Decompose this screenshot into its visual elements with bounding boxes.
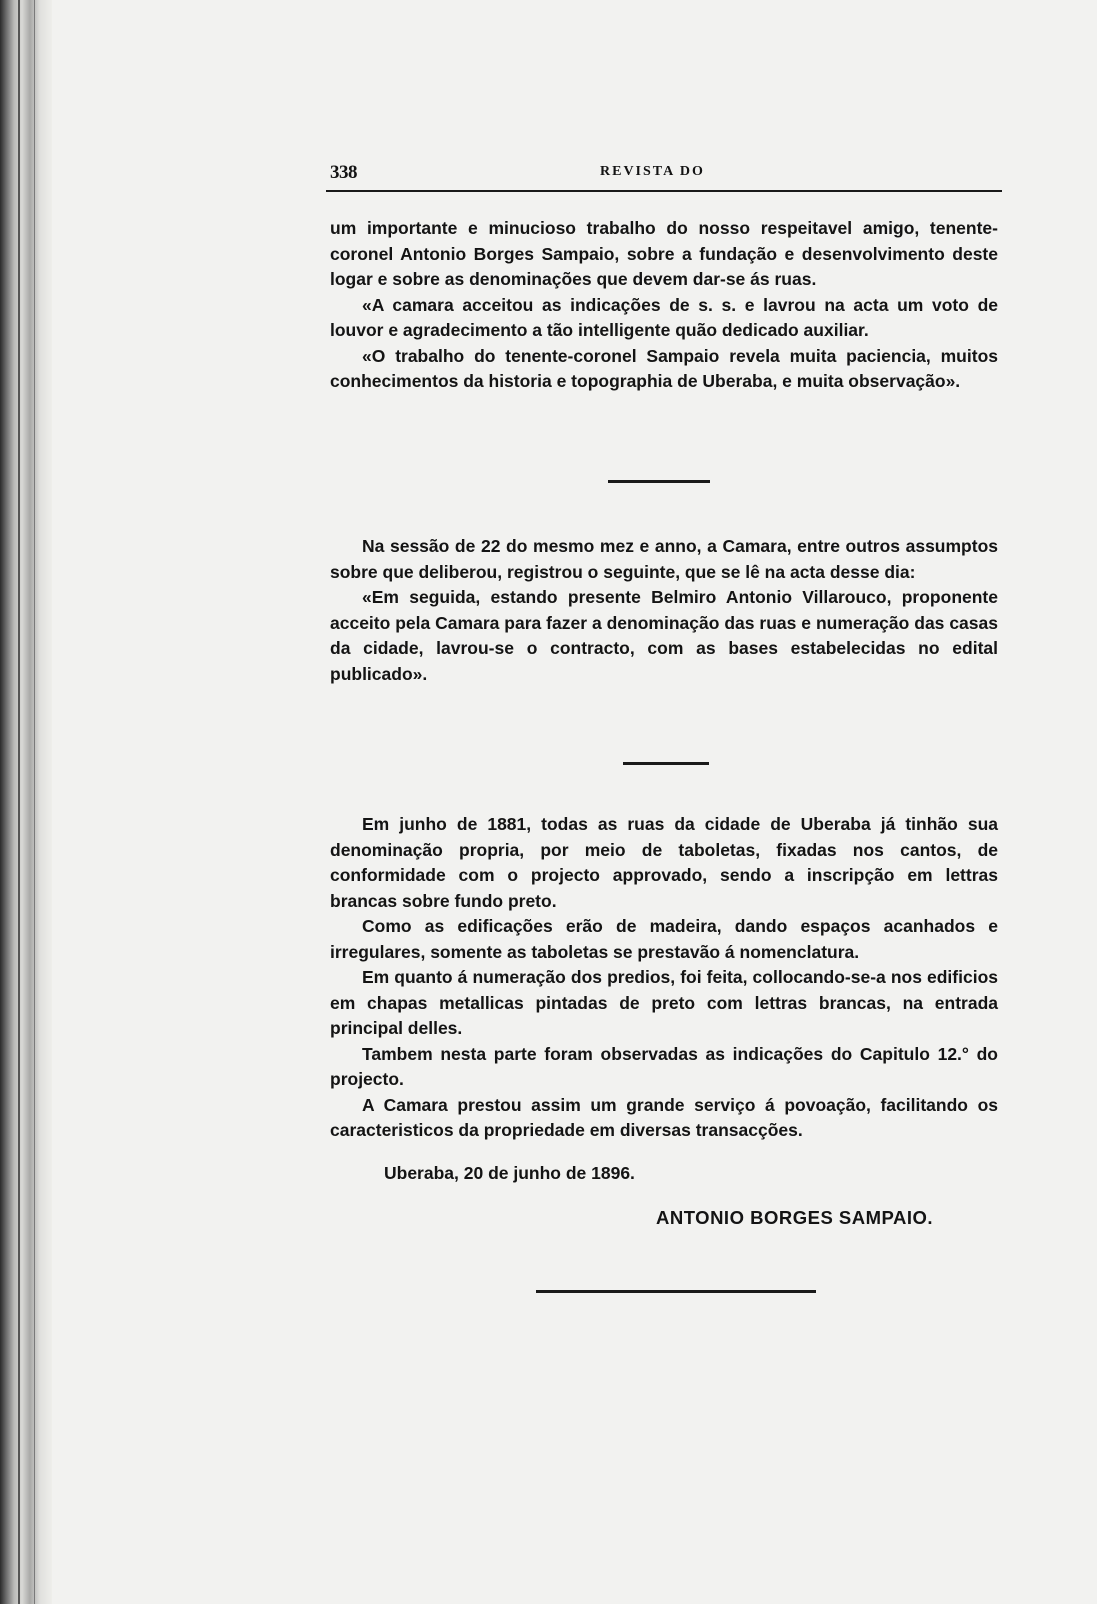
page-header <box>330 162 1000 190</box>
section-separator <box>608 480 710 483</box>
section-2 <box>330 534 998 687</box>
paragraph: Como as edificações erão de madeira, dando espaços acanhados e irregulares, somente as taboletas se prestavão á nomenclatura. <box>330 916 998 962</box>
paragraph: «A camara acceitou as indicações de s. s. e lavrou na acta um voto de louvor e agradecimento a tão intelligente quão dedicado auxiliar. <box>330 294 998 340</box>
running-head: REVISTA DO <box>600 164 705 179</box>
paragraph: Em quanto á numeração dos predios, foi feita, collocando-se-a nos edificios em chapas metallicas pintadas de preto com lettras brancas, na entrada principal delles. <box>330 967 998 1038</box>
section-separator <box>623 762 709 765</box>
paragraph: um importante e minucioso trabalho do nosso respeitavel amigo, tenente-coronel Antonio Borges Sampaio, sobre a fundação e desenvolvimento deste logar e sobre as denominações que devem dar-se ás ruas. <box>330 218 998 289</box>
section-3 <box>330 812 998 1144</box>
paragraph: «O trabalho do tenente-coronel Sampaio revela muita paciencia, muitos conhecimentos da historia e topographia de Uberaba, e muita observação». <box>330 345 998 391</box>
paragraph: Tambem nesta parte foram observadas as indicações do Capitulo 12.° do projecto. <box>330 1043 998 1089</box>
book-spine-shadow <box>0 0 52 1604</box>
header-rule <box>326 190 1002 192</box>
author-signature: ANTONIO BORGES SAMPAIO. <box>656 1207 934 1228</box>
paragraph: A Camara prestou assim um grande serviço á povoação, facilitando os caracteristicos da propriedade em diversas transacções. <box>330 1094 998 1140</box>
date-line: Uberaba, 20 de junho de 1896. <box>384 1163 635 1183</box>
closing-rule <box>536 1290 816 1293</box>
section-1 <box>330 216 998 395</box>
page-number: 338 <box>330 162 357 183</box>
paragraph: «Em seguida, estando presente Belmiro Antonio Villarouco, proponente acceito pela Camara para fazer a denominação das ruas e numeração das casas da cidade, lavrou-se o contracto, com as bases estabelecidas no edital publicado». <box>330 587 998 684</box>
spine-fold-line <box>18 0 20 1604</box>
paragraph: Em junho de 1881, todas as ruas da cidade de Uberaba já tinhão sua denominação propria, por meio de taboletas, fixadas nos cantos, de conformidade com o projecto approvado, sendo a inscripção em lettras brancas sobre fundo preto. <box>330 814 998 911</box>
spine-fold-line <box>34 0 35 1604</box>
paragraph: Na sessão de 22 do mesmo mez e anno, a Camara, entre outros assumptos sobre que deliberou, registrou o seguinte, que se lê na acta desse dia: <box>330 536 998 582</box>
